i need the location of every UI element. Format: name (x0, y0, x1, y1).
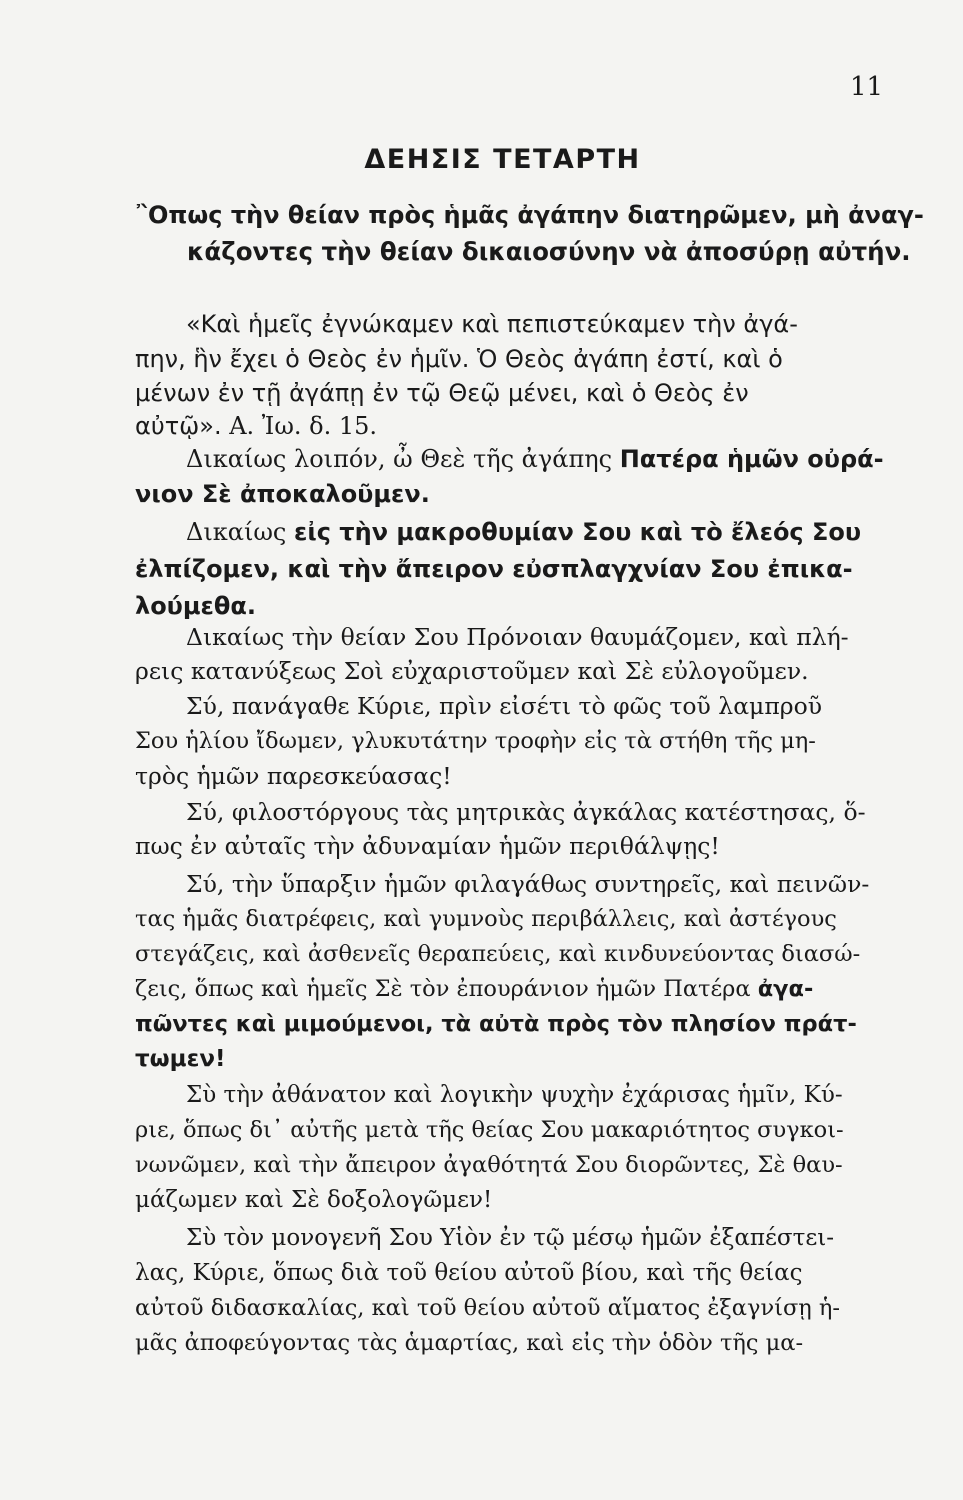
paragraph-line: τωμεν! (135, 1046, 226, 1072)
page-number: 11 (850, 72, 884, 102)
paragraph-line: αὐτοῦ διδασκαλίας, καὶ τοῦ θείου αὐτοῦ αἵματος ἐξαγνίσῃ ἡ- (135, 1295, 841, 1321)
paragraph-emphasis: Πατέρα ἡμῶν οὐρά- (619, 445, 884, 473)
paragraph-line (186, 442, 884, 476)
quote-line: μένων ἐν τῇ ἀγάπῃ ἐν τῷ Θεῷ μένει, καὶ ὁ Θεὸς ἐν (135, 379, 749, 407)
paragraph-line: πῶντες καὶ μιμούμενοι, τὰ αὐτὰ πρὸς τὸν πλησίον πράτ- (135, 1011, 857, 1037)
paragraph-line: λας, Κύριε, ὅπως διὰ τοῦ θείου αὐτοῦ βίου, καὶ τῆς θείας (135, 1260, 803, 1286)
subtitle-line: ῍Οπως τὴν θείαν πρὸς ἡμᾶς ἀγάπην διατηρῶμεν, μὴ ἀναγ- (136, 201, 924, 229)
paragraph-emphasis: ἀγα- (757, 976, 814, 1002)
paragraph-line: Σὺ τὸν μονογενῆ Σου Υἱὸν ἐν τῷ μέσῳ ἡμῶν ἐξαπέστει- (186, 1225, 835, 1251)
paragraph-line: Δικαίως τὴν θείαν Σου Πρόνοιαν θαυμάζομεν, καὶ πλή- (186, 623, 849, 651)
page-title: ΔΕΗΣΙΣ ΤΕΤΑΡΤΗ (364, 144, 641, 175)
quote-line (135, 409, 377, 443)
quote-line: πην, ἣν ἔχει ὁ Θεὸς ἐν ἡμῖν. Ὁ Θεὸς ἀγάπη ἐστί, καὶ ὁ (135, 345, 783, 373)
paragraph-line: νιον Σὲ ἀποκαλοῦμεν. (135, 480, 430, 508)
paragraph-line: ρεις κατανύξεως Σοὶ εὐχαριστοῦμεν καὶ Σὲ εὐλογοῦμεν. (135, 657, 809, 685)
paragraph-line: τας ἡμᾶς διατρέφεις, καὶ γυμνοὺς περιβάλλεις, καὶ ἀστέγους (135, 906, 837, 932)
paragraph-line: Σύ, φιλοστόργους τὰς μητρικὰς ἀγκάλας κατέστησας, ὅ- (186, 798, 866, 826)
quote-line: «Καὶ ἡμεῖς ἐγνώκαμεν καὶ πεπιστεύκαμεν τὴν ἀγά- (186, 310, 798, 338)
paragraph-line: μᾶς ἀποφεύγοντας τὰς ἁμαρτίας, καὶ εἰς τὴν ὁδὸν τῆς μα- (135, 1330, 804, 1356)
paragraph-text: Δικαίως (186, 518, 287, 546)
quote-end: αὐτῷ». (135, 412, 222, 440)
paragraph-emphasis: εἰς τὴν μακροθυμίαν Σου καὶ τὸ ἔλεός Σου (294, 518, 862, 546)
paragraph-line: λούμεθα. (135, 592, 256, 620)
paragraph-line: ριε, ὅπως δι᾽ αὐτῆς μετὰ τῆς θείας Σου μακαριότητος συγκοι- (135, 1117, 844, 1143)
paragraph-line: νωνῶμεν, καὶ τὴν ἄπειρον ἀγαθότητά Σου διορῶντες, Σὲ θαυ- (135, 1152, 843, 1178)
paragraph-text: Δικαίως λοιπόν, ὦ Θεὲ τῆς ἀγάπης (186, 445, 613, 473)
paragraph-line (135, 972, 813, 1006)
paragraph-line: στεγάζεις, καὶ ἀσθενεῖς θεραπεύεις, καὶ κινδυνεύοντας διασώ- (135, 941, 861, 967)
paragraph-line: Σύ, τὴν ὕπαρξιν ἡμῶν φιλαγάθως συντηρεῖς, καὶ πεινῶν- (186, 870, 870, 898)
paragraph-line: πως ἐν αὐταῖς τὴν ἀδυναμίαν ἡμῶν περιθάλψῃς! (135, 832, 720, 860)
quote-reference: Α. Ἰω. δ. 15. (229, 412, 378, 440)
paragraph-line: Σύ, πανάγαθε Κύριε, πρὶν εἰσέτι τὸ φῶς τοῦ λαμπροῦ (186, 692, 823, 720)
paragraph-text: ζεις, ὅπως καὶ ἡμεῖς Σὲ τὸν ἐπουράνιον ἡμῶν Πατέρα (135, 976, 751, 1002)
paragraph-line: μάζωμεν καὶ Σὲ δοξολογῶμεν! (135, 1187, 493, 1213)
paragraph-line (186, 515, 861, 549)
paragraph-line: ἐλπίζομεν, καὶ τὴν ἄπειρον εὐσπλαγχνίαν Σου ἐπικα- (135, 555, 853, 583)
subtitle-line: κάζοντες τὴν θείαν δικαιοσύνην νὰ ἀποσύρῃ αὐτήν. (187, 237, 911, 266)
paragraph-line: Σου ἡλίου ἴδωμεν, γλυκυτάτην τροφὴν εἰς τὰ στήθη τῆς μη- (135, 728, 816, 754)
paragraph-line: Σὺ τὴν ἀθάνατον καὶ λογικὴν ψυχὴν ἐχάρισας ἡμῖν, Κύ- (186, 1082, 843, 1108)
paragraph-line: τρὸς ἡμῶν παρεσκεύασας! (135, 762, 452, 790)
